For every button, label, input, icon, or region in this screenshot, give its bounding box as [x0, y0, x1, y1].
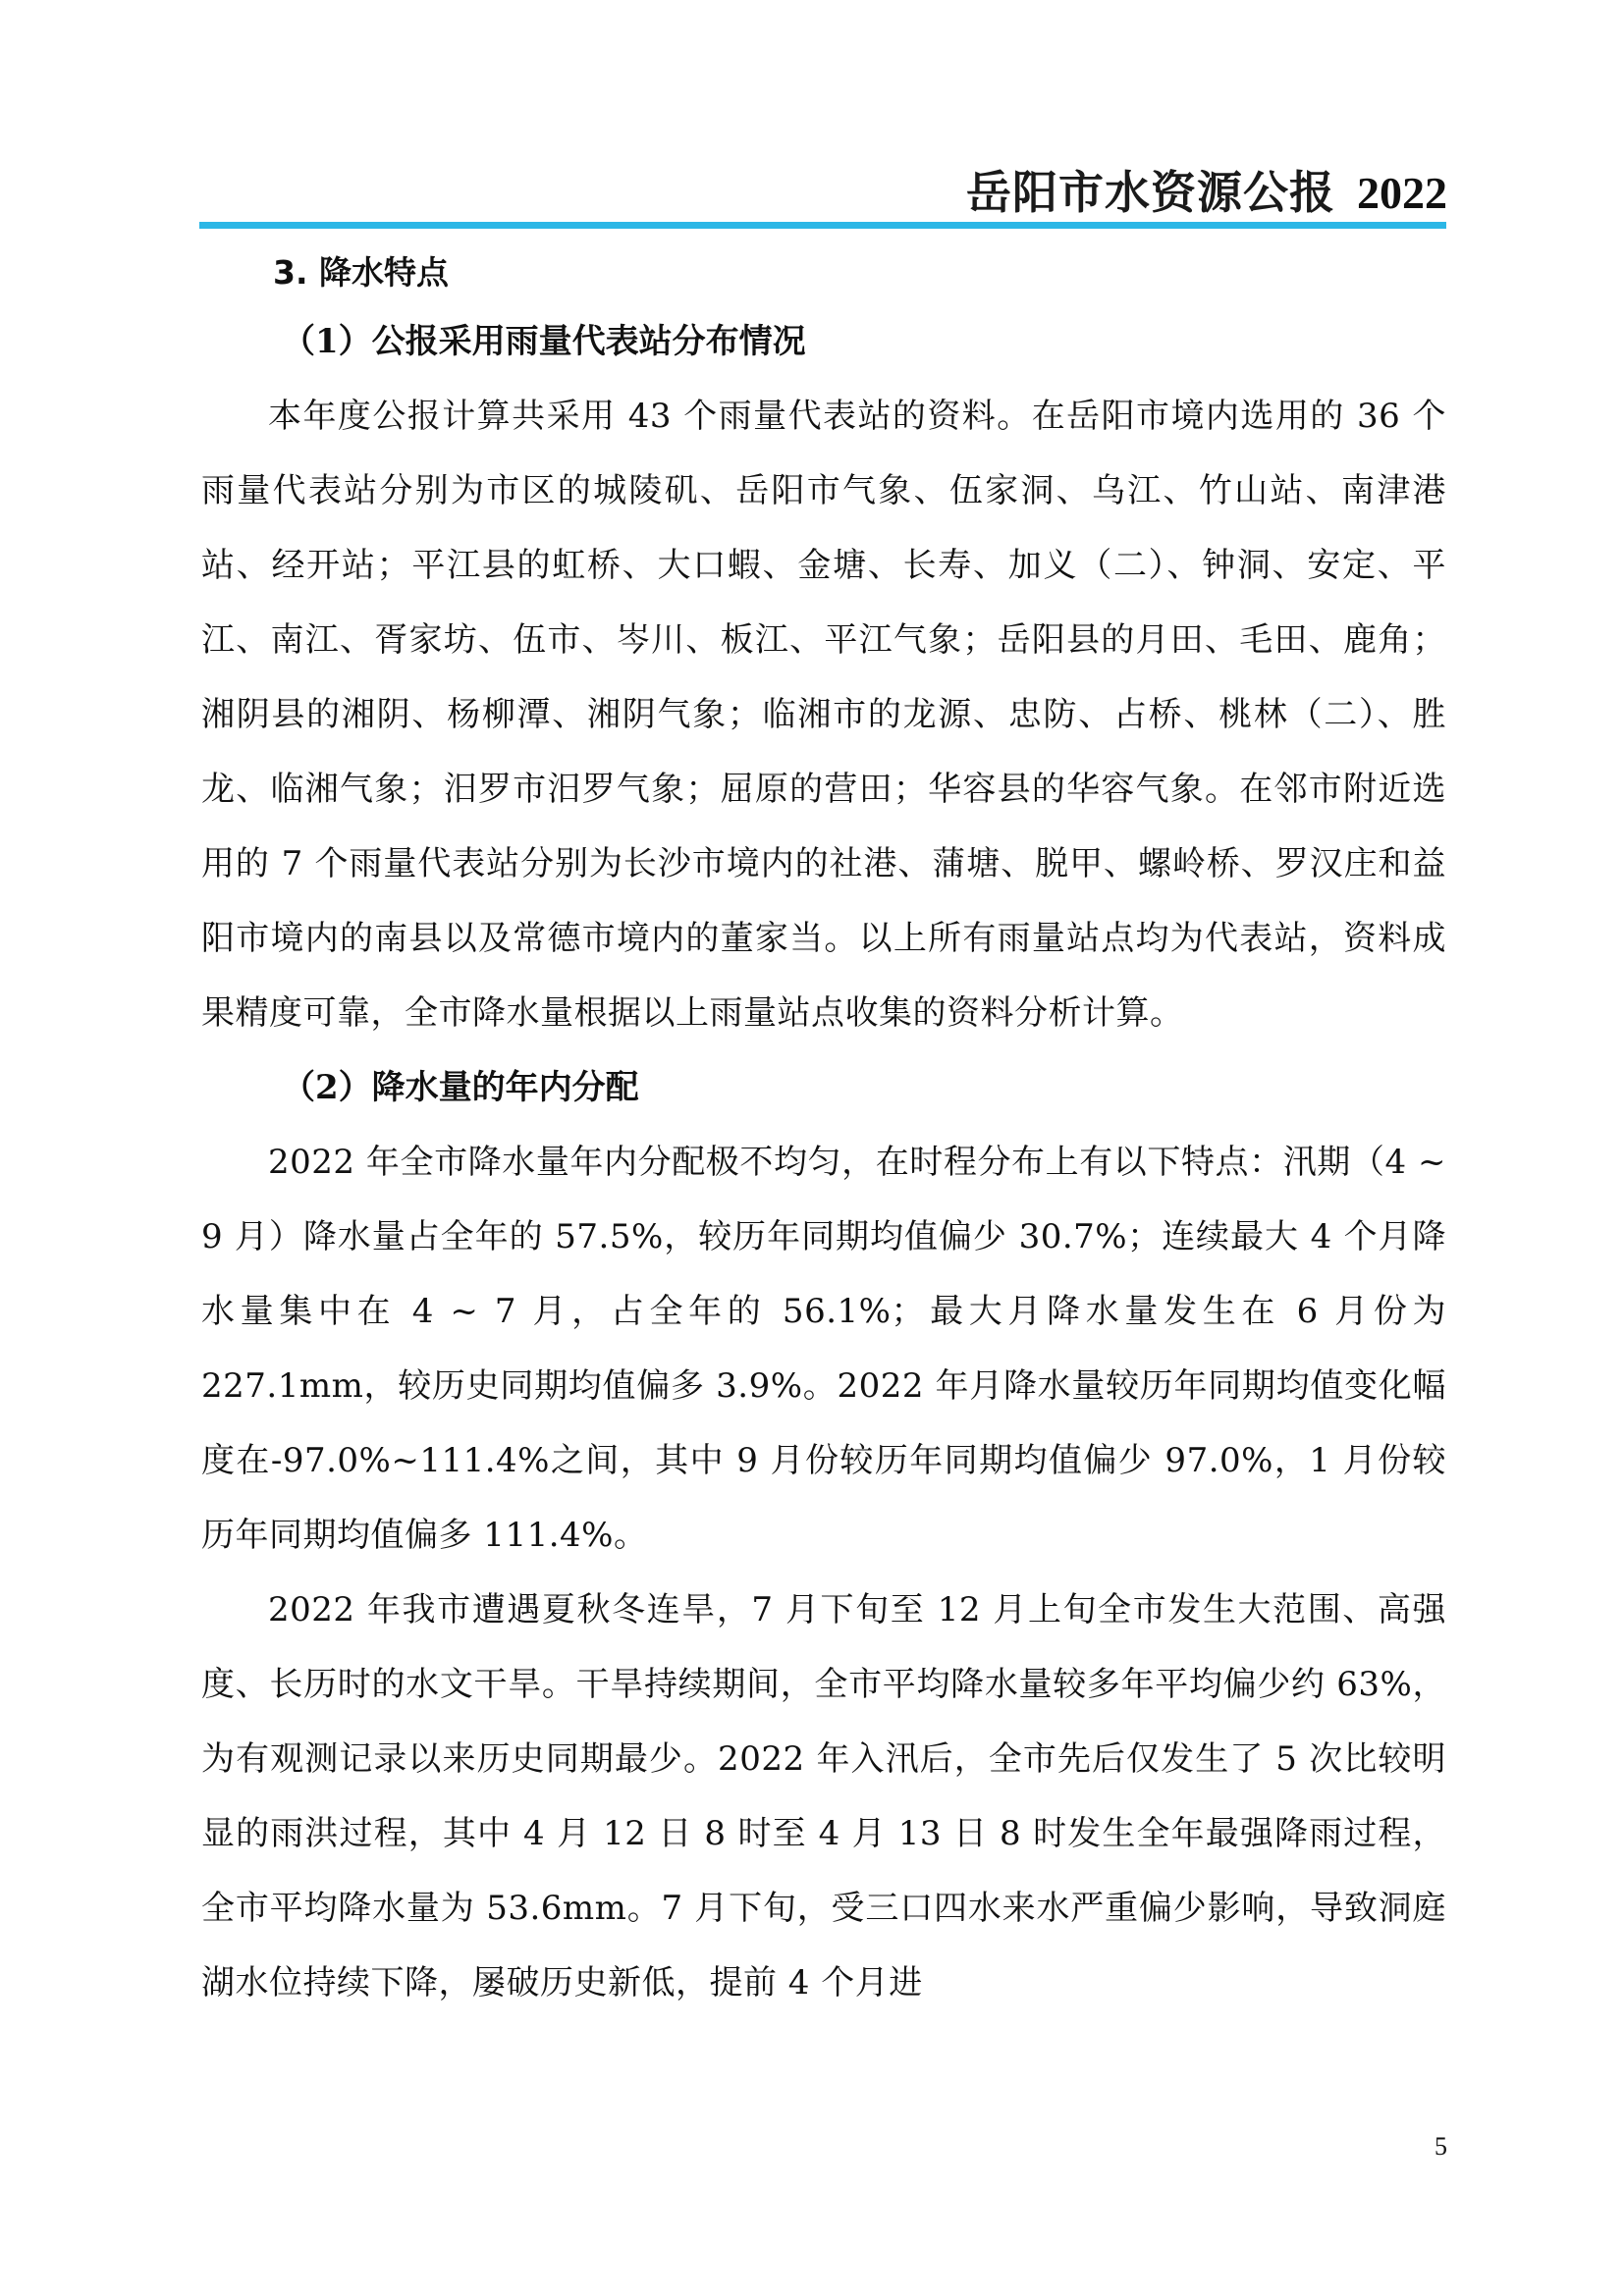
subsection-heading-stations: （1）公报采用雨量代表站分布情况	[282, 322, 806, 361]
page-content	[201, 241, 1446, 2020]
page-number: 5	[1435, 2132, 1447, 2161]
paragraph-distribution: 2022 年全市降水量年内分配极不均匀，在时程分布上有以下特点：汛期（4 ~ 9 月）降水量占全年的 57.5%，较历年同期均值偏少 30.7%；连续最大 4 个月降水量集中在 4 ~ 7 月，占全年的 56.1%；最大月降水量发生在 6 月份为 227.1mm，较历史同期均值偏多 3.9%。2022 年月降水量较历年同期均值变化幅度在-97.0%~111.4%之间，其中 9 月份较历年同期均值偏少 97.0%，1 月份较历年同期均值偏多 111.4%。	[201, 1143, 1446, 1555]
subsection-heading-distribution: （2）降水量的年内分配	[282, 1068, 639, 1107]
header-rule	[199, 222, 1446, 229]
paragraph-stations: 本年度公报计算共采用 43 个雨量代表站的资料。在岳阳市境内选用的 36 个雨量代表站分别为市区的城陵矶、岳阳市气象、伍家洞、乌江、竹山站、南津港站、经开站；平江县的虹桥、大口蝦、金塘、长寿、加义（二）、钟洞、安定、平江、南江、胥家坊、伍市、岑川、板江、平江气象；岳阳县的月田、毛田、鹿角；湘阴县的湘阴、杨柳潭、湘阴气象；临湘市的龙源、忠防、占桥、桃林（二）、胜龙、临湘气象；汨罗市汨罗气象；屈原的营田；华容县的华容气象。在邻市附近选用的 7 个雨量代表站分别为长沙市境内的社港、蒲塘、脱甲、螺岭桥、罗汉庄和益阳市境内的南县以及常德市境内的董家当。以上所有雨量站点均为代表站，资料成果精度可靠，全市降水量根据以上雨量站点收集的资料分析计算。	[201, 397, 1446, 1033]
running-header	[196, 157, 1447, 219]
paragraph-drought: 2022 年我市遭遇夏秋冬连旱，7 月下旬至 12 月上旬全市发生大范围、高强度、长历时的水文干旱。干旱持续期间，全市平均降水量较多年平均偏少约 63%，为有观测记录以来历史同期最少。2022 年入汛后，全市先后仅发生了 5 次比较明显的雨洪过程，其中 4 月 12 日 8 时至 4 月 13 日 8 时发生全年最强降雨过程，全市平均降水量为 53.6mm。7 月下旬，受三口四水来水严重偏少影响，导致洞庭湖水位持续下降，屡破历史新低，提前 4 个月进	[201, 1590, 1446, 2002]
section-heading: 3. 降水特点	[273, 253, 449, 292]
header-year: 2022	[1357, 168, 1447, 218]
header-title: 岳阳市水资源公报	[966, 166, 1335, 219]
